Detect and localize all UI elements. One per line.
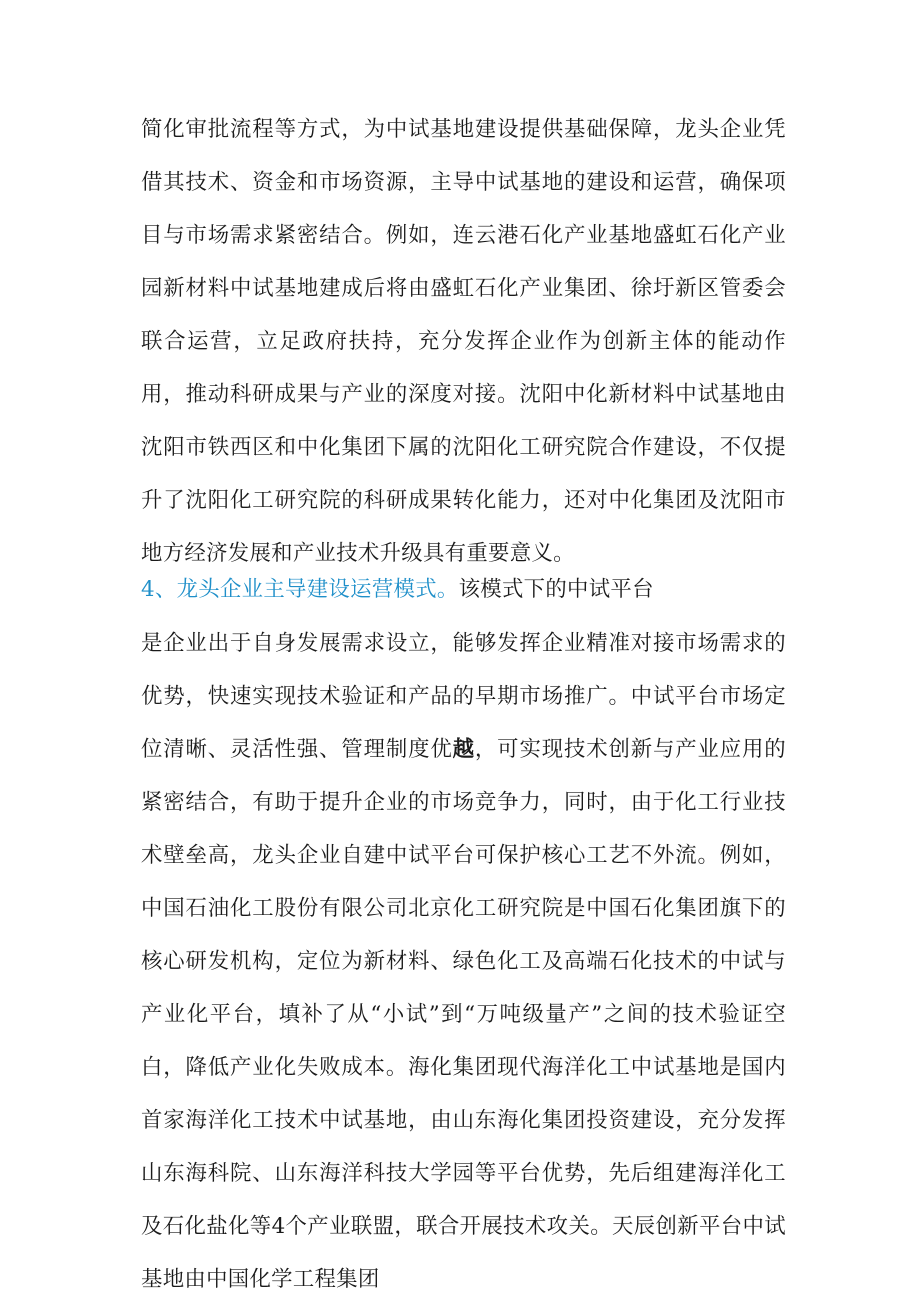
- paragraph-2-bold-char: 越: [452, 737, 475, 762]
- section-4-heading-tail: 该模式下的中试平台: [458, 577, 654, 602]
- section-4-heading-line: [141, 563, 654, 616]
- paragraph-2-text-start: 是企业出于自身发展需求设立，能够发挥企业精准对接市场需求的优势，快速实现技术验证和产品的早期市场推广。中试平台市场定位清晰、灵活性强、管理制度优: [141, 631, 786, 762]
- body-paragraph-2: [141, 617, 786, 1306]
- section-4-heading: 4、龙头企业主导建设运营模式。: [141, 577, 459, 602]
- paragraph-2-text-end: ，可实现技术创新与产业应用的紧密结合，有助于提升企业的市场竞争力，同时，由于化工行业技术壁垒高，龙头企业自建中试平台可保护核心工艺不外流。例如，中国石油化工股份有限公司北京化工研究院是中国石化集团旗下的核心研发机构，定位为新材料、绿色化工及高端石化技术的中试与产业化平台，填补了从“小试”到“万吨级量产”之间的技术验证空白，降低产业化失败成本。海化集团现代海洋化工中试基地是国内首家海洋化工技术中试基地，由山东海化集团投资建设，充分发挥山东海科院、山东海洋科技大学园等平台优势，先后组建海洋化工及石化盐化等4个产业联盟，联合开展技术攻关。天辰创新平台中试基地由中国化学工程集团: [141, 737, 786, 1292]
- body-paragraph-1: 简化审批流程等方式，为中试基地建设提供基础保障，龙头企业凭借其技术、资金和市场资源，主导中试基地的建设和运营，确保项目与市场需求紧密结合。例如，连云港石化产业基地盛虹石化产业园新材料中试基地建成后将由盛虹石化产业集团、徐圩新区管委会联合运营，立足政府扶持，充分发挥企业作为创新主体的能动作用，推动科研成果与产业的深度对接。沈阳中化新材料中试基地由沈阳市铁西区和中化集团下属的沈阳化工研究院合作建设，不仅提升了沈阳化工研究院的科研成果转化能力，还对中化集团及沈阳市地方经济发展和产业技术升级具有重要意义。: [141, 117, 786, 566]
